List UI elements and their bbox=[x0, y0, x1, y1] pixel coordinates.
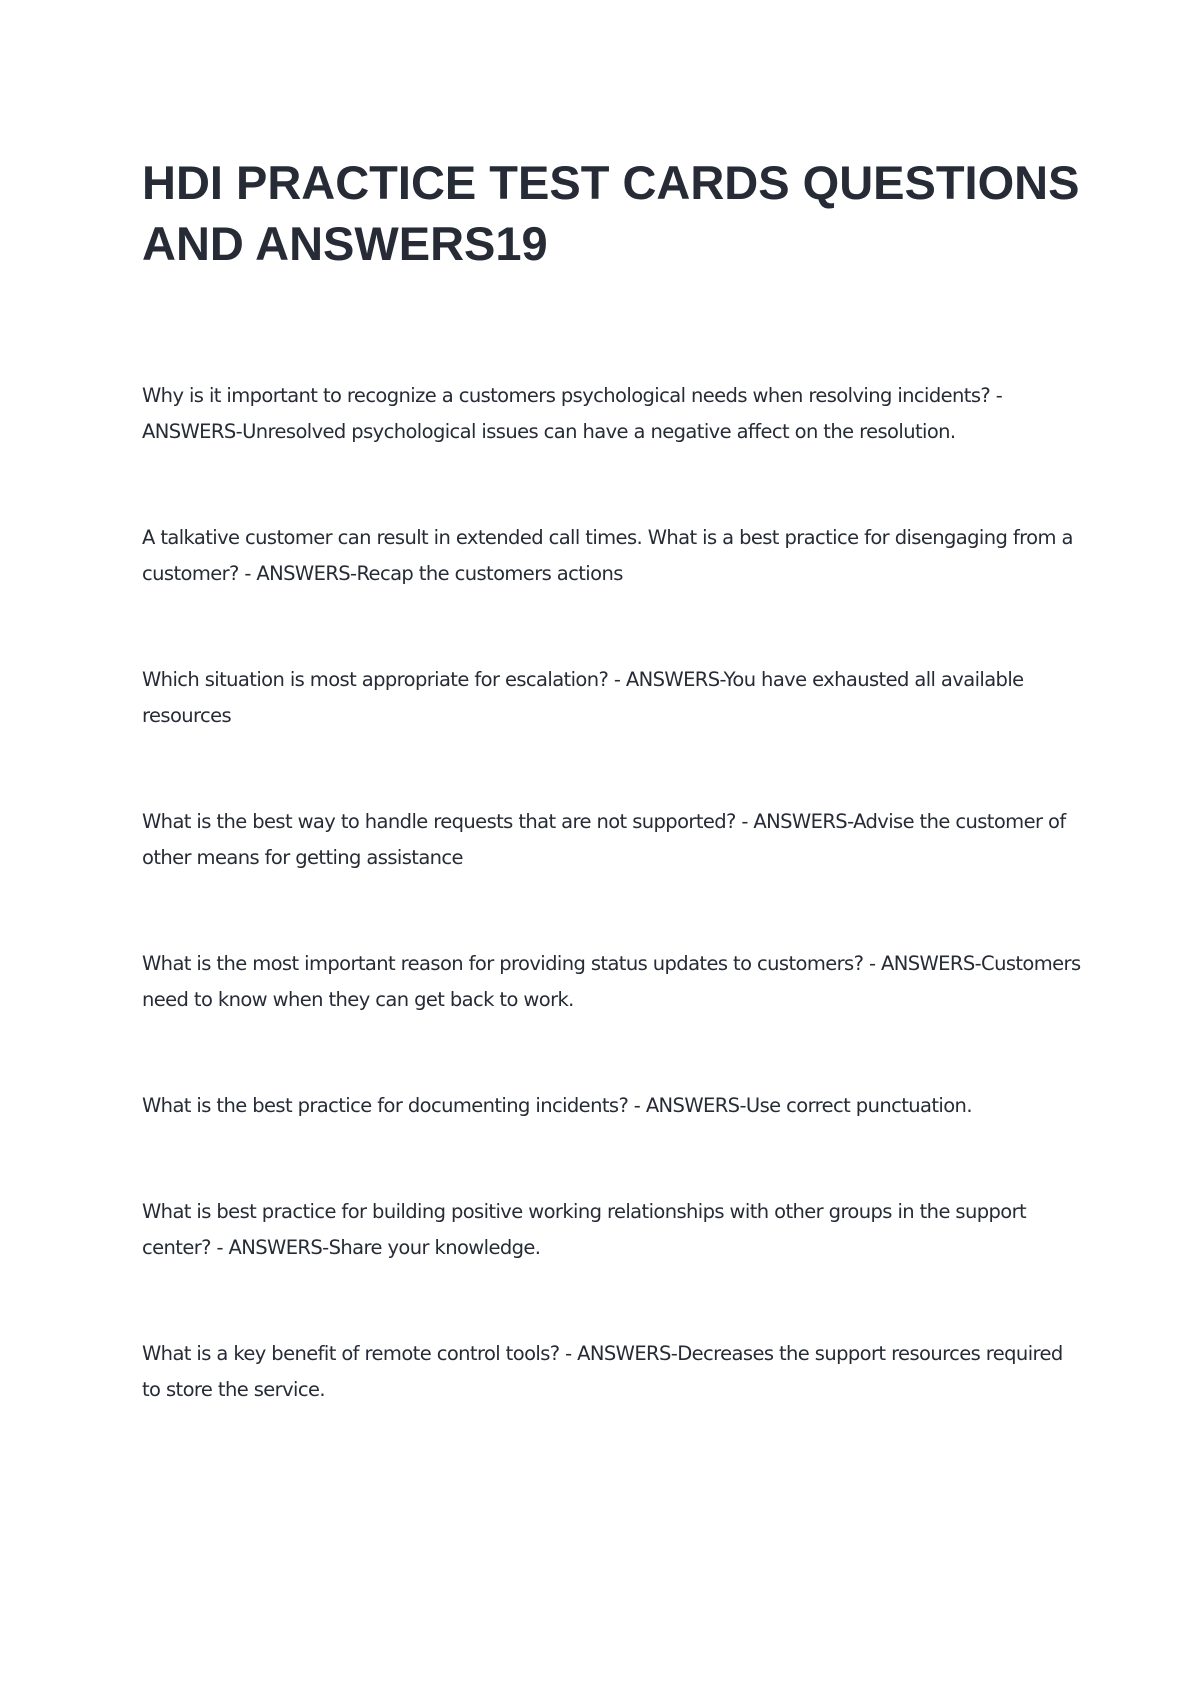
page-title: HDI PRACTICE TEST CARDS QUESTIONS AND ANSWERS19 bbox=[142, 156, 1080, 270]
qa-item: Why is it important to recognize a customers psychological needs when resolving incidents? - ANSWERS-Unresolved psychological issues can have a negative affect on the resolution. bbox=[142, 384, 1003, 443]
qa-item: What is the best way to handle requests that are not supported? - ANSWERS-Advise the customer of other means for getting assistance bbox=[142, 810, 1066, 869]
qa-item: What is the most important reason for providing status updates to customers? - ANSWERS-Customers need to know when they can get back to work. bbox=[142, 952, 1081, 1011]
qa-list bbox=[142, 378, 1082, 1408]
qa-item: Which situation is most appropriate for escalation? - ANSWERS-You have exhausted all available resources bbox=[142, 668, 1024, 727]
qa-item: A talkative customer can result in extended call times. What is a best practice for disengaging from a customer? - ANSWERS-Recap the customers actions bbox=[142, 526, 1073, 585]
qa-item: What is best practice for building positive working relationships with other groups in the support center? - ANSWERS-Share your knowledge. bbox=[142, 1200, 1027, 1259]
qa-item: What is a key benefit of remote control tools? - ANSWERS-Decreases the support resources required to store the service. bbox=[142, 1342, 1063, 1401]
qa-item: What is the best practice for documenting incidents? - ANSWERS-Use correct punctuation. bbox=[142, 1094, 972, 1117]
